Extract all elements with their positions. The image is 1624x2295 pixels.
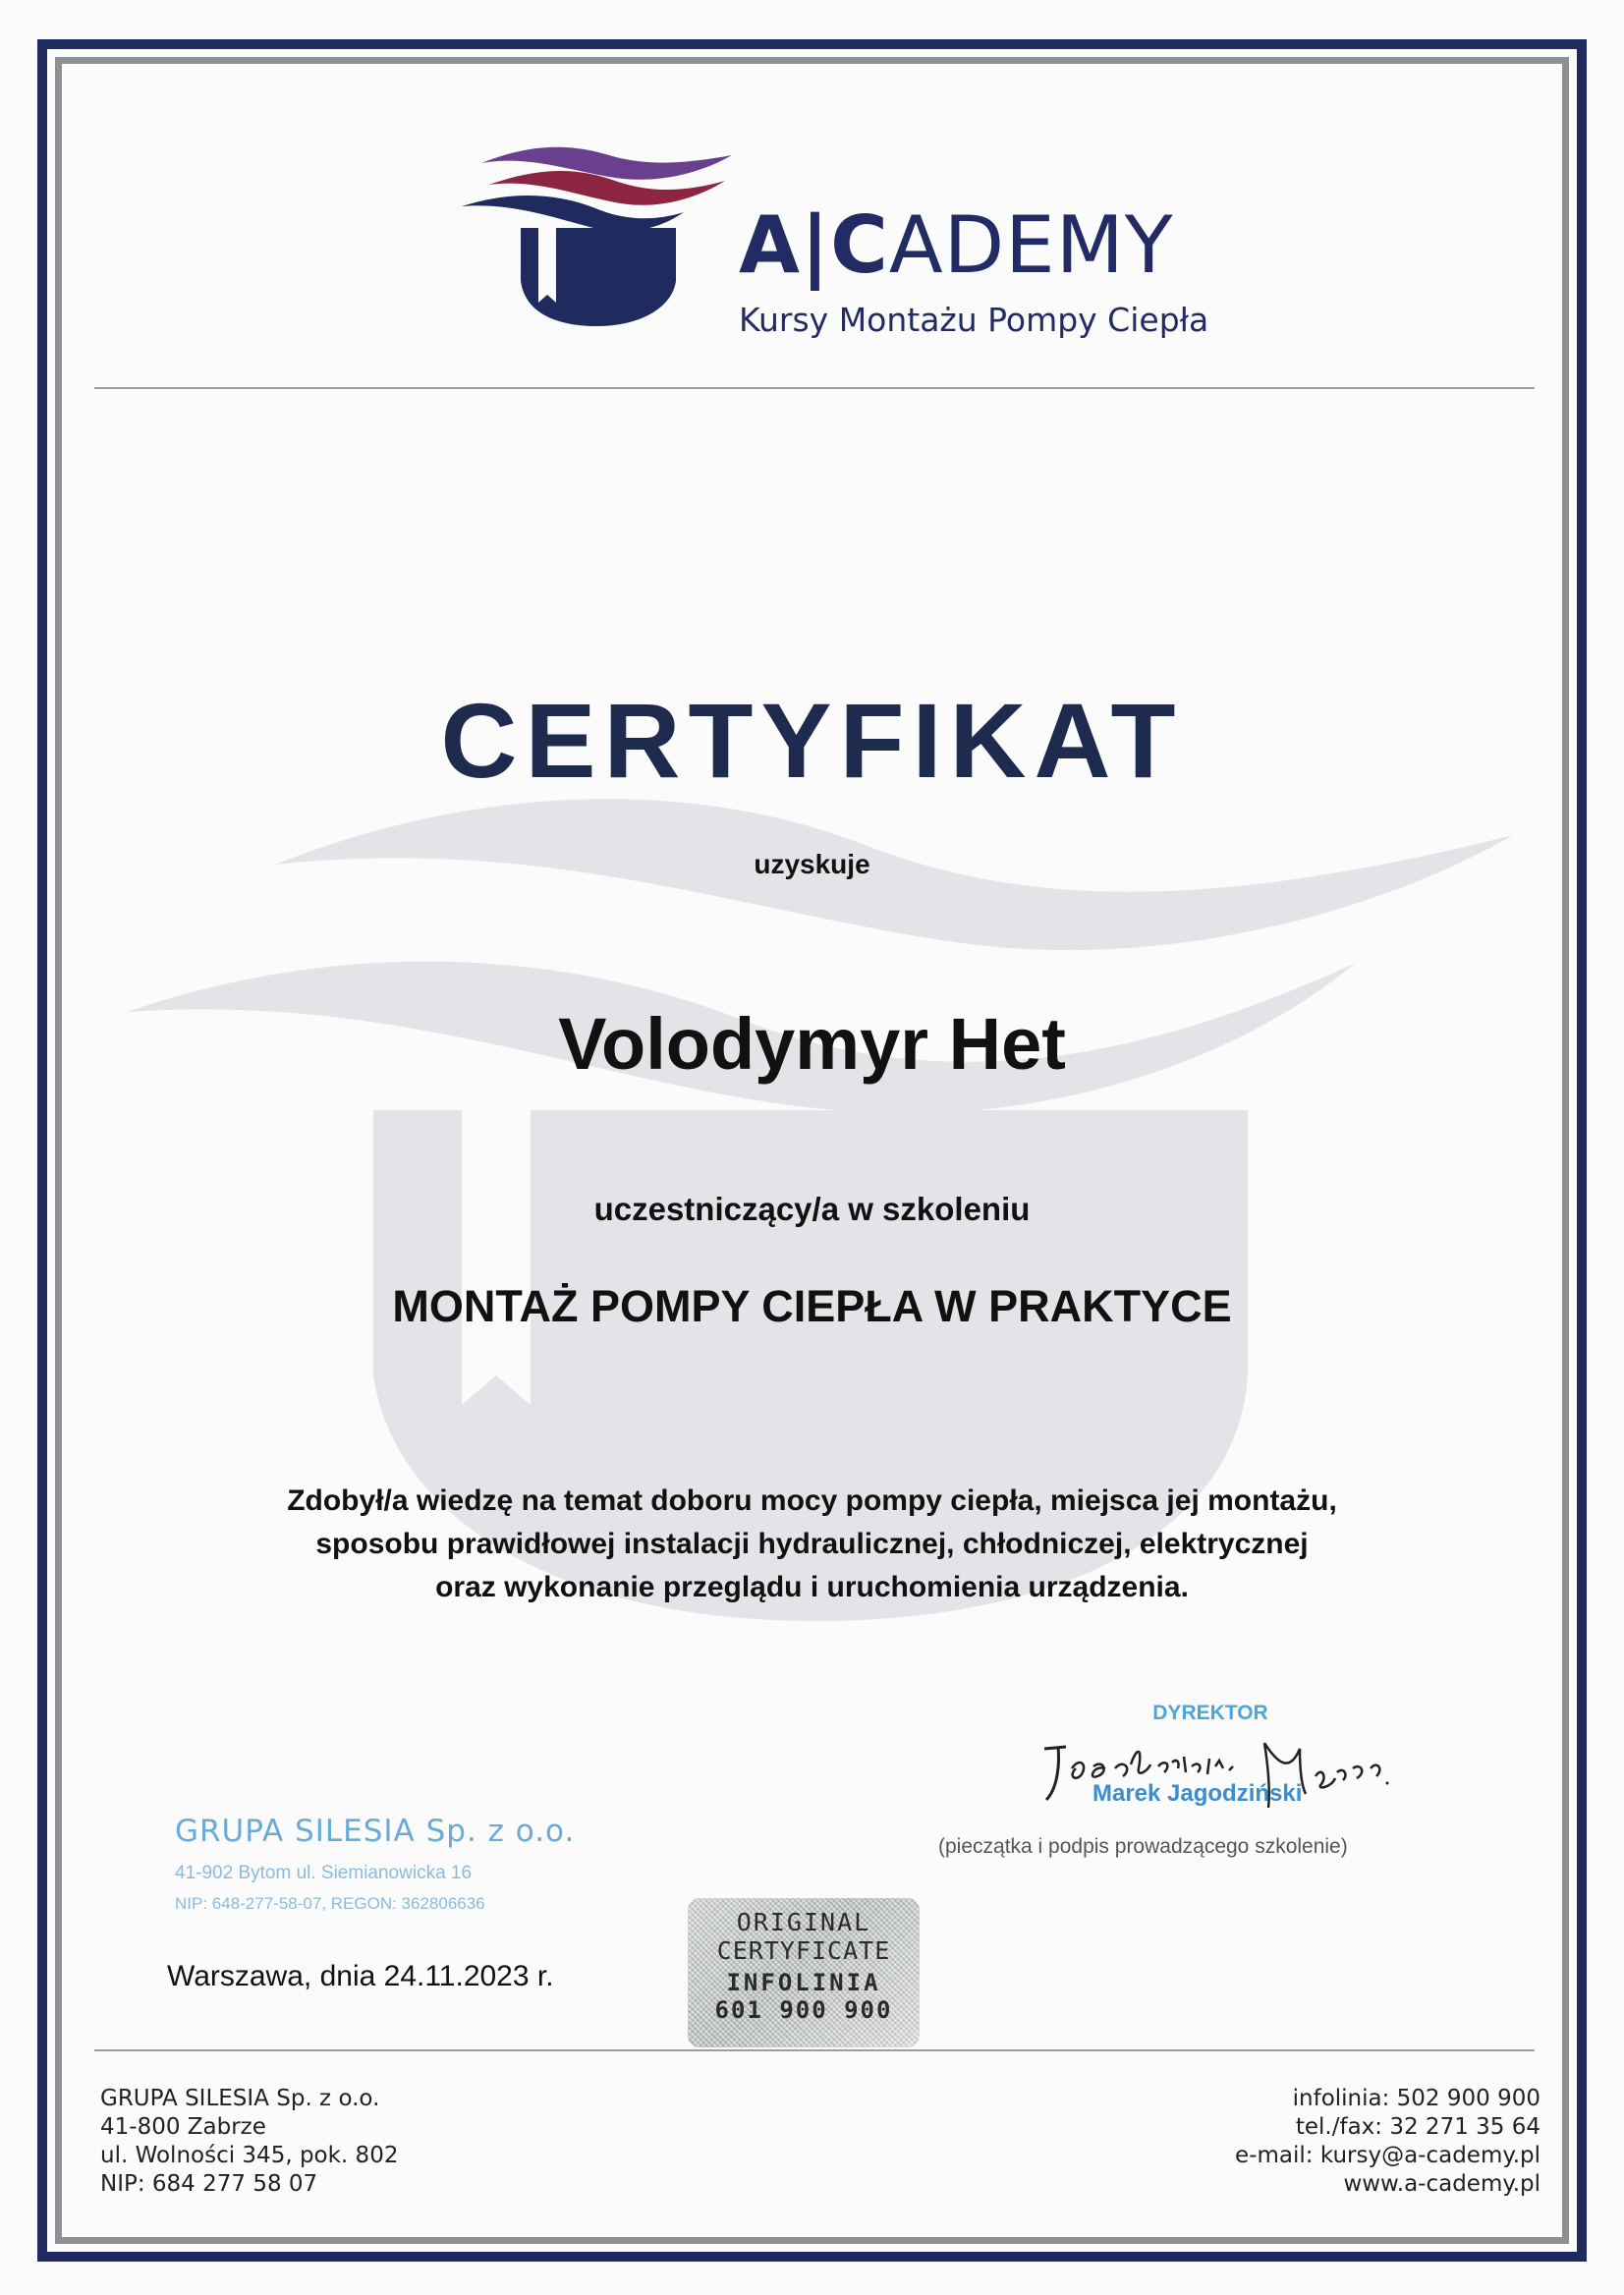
company-stamp-address: 41-902 Bytom ul. Siemianowicka 16: [175, 1863, 473, 1883]
footer-email: e-mail: kursy@a-cademy.pl: [1235, 2143, 1540, 2168]
footer-line: 41-800 Zabrze: [100, 2114, 266, 2140]
header-divider: [94, 387, 1535, 389]
brand-name-bold: A|C: [739, 199, 889, 291]
course-name: MONTAŻ POMPY CIEPŁA W PRAKTYCE: [392, 1281, 1232, 1331]
recipient-name: Volodymyr Het: [558, 1003, 1066, 1085]
footer-website: www.a-cademy.pl: [1343, 2171, 1540, 2197]
footer-line: NIP: 684 277 58 07: [100, 2171, 318, 2197]
director-name: Marek Jagodziński: [1092, 1780, 1303, 1807]
academy-logo-icon: [462, 134, 737, 330]
stamp-note: (pieczątka i podpis prowadzącego szkolenie): [938, 1835, 1348, 1858]
brand-name: [739, 199, 1174, 291]
description-line: oraz wykonanie przeglądu i uruchomienia urządzenia.: [435, 1571, 1189, 1603]
footer-company-info: [100, 2085, 398, 2199]
footer-phone: tel./fax: 32 271 35 64: [1295, 2114, 1540, 2140]
participant-label: uczestniczący/a w szkoleniu: [593, 1191, 1031, 1227]
obtains-label: uzyskuje: [754, 849, 870, 879]
footer-hotline: infolinia: 502 900 900: [1292, 2086, 1540, 2111]
issue-place-date: Warszawa, dnia 24.11.2023 r.: [167, 1960, 554, 1992]
hologram-phone: 601 900 900: [714, 1996, 893, 2024]
hologram-line: INFOLINIA: [726, 1969, 881, 1996]
footer-line: ul. Wolności 345, pok. 802: [100, 2143, 399, 2168]
course-description: [0, 1480, 1624, 1609]
hologram-line: CERTYFICATE: [716, 1936, 891, 1965]
footer-line: GRUPA SILESIA Sp. z o.o.: [100, 2086, 380, 2111]
brand-tagline: Kursy Montażu Pompy Ciepła: [739, 301, 1209, 339]
brand-name-rest: ADEMY: [888, 199, 1174, 291]
footer-divider: [94, 2049, 1535, 2051]
company-stamp-ids: NIP: 648-277-58-07, REGON: 362806636: [175, 1894, 485, 1913]
description-line: Zdobył/a wiedzę na temat doboru mocy pompy ciepła, miejsca jej montażu,: [287, 1484, 1337, 1517]
hologram-line: ORIGINAL: [736, 1908, 871, 1936]
company-stamp-name: GRUPA SILESIA Sp. z o.o.: [175, 1814, 576, 1849]
footer-contact-info: [1235, 2085, 1540, 2199]
hologram-sticker: [688, 1898, 920, 2047]
description-line: sposobu prawidłowej instalacji hydraulicznej, chłodniczej, elektrycznej: [315, 1528, 1309, 1560]
certificate-title: CERTYFIKAT: [440, 681, 1184, 800]
director-role: DYREKTOR: [1152, 1702, 1268, 1724]
